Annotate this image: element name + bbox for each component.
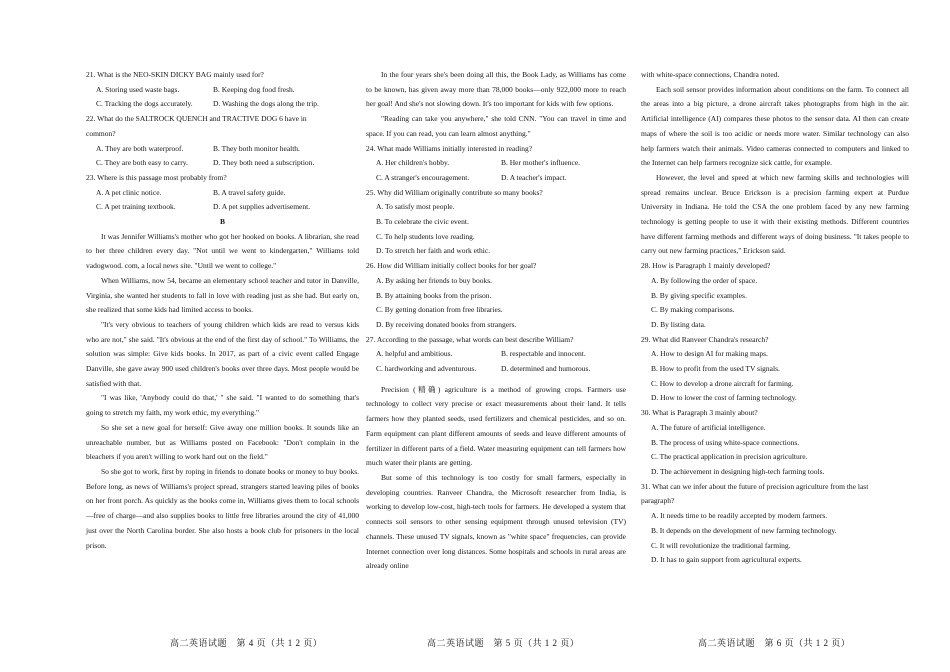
q24-stem: 24. What made Williams initially interested in reading? [366, 143, 533, 153]
q31-option-a: A. It needs time to be readily accepted by modern farmers. [651, 511, 828, 521]
passage-b-paragraph: When Williams, now 54, became an elementary school teacher and tutor in Danville, Virginia, she wanted her students to fall in love with reading just as she had. But early on, she realized that some kids had limited access to books. [86, 275, 359, 315]
q28-option-b: B. By giving specific examples. [651, 290, 747, 300]
passage-c-paragraph: Precision (精确) agriculture is a method of growing crops. Farmers use technology to collect very precise or exact measurements about their land. It tells farmers how they planted seeds, used fertilizers and chemical pesticides, and so on. Farm equipment can plant different amounts of seeds and leave different amounts of fertilizer in different parts of a field. Water measuring equipment can tell farmers how much water their plants are getting. [366, 384, 626, 468]
page-footer-6: 高二英语试题 第 6 页（共 1 2 页） [698, 638, 851, 648]
passage-c-paragraph: Each soil sensor provides information about conditions on the farm. To connect all the areas into a big picture, a drone aircraft takes photographs from high in the air. Artificial intelligence (AI) compares these photos to the sensor data. AI then can create maps of where the soil is too acidic or needs more water. Similar technology can also help farmers watch their animals. Video cameras connected to computers and linked to the Internet can help farmers recognize sick cattle, for example. [641, 84, 909, 168]
q28-option-a: A. By following the order of space. [651, 275, 758, 285]
passage-b-paragraph: So she set a new goal for herself: Give away one million books. It sounds like an unreachable number, but as Williams posted on Facebook: "Don't complain in the bleachers if you aren't willing to work hard out on the field." [86, 422, 359, 462]
q24-option-c: C. A stranger's encouragement. [376, 172, 470, 182]
q24-option-d: D. A teacher's impact. [501, 172, 567, 182]
q31-option-b: B. It depends on the development of new farming technology. [651, 525, 837, 535]
q27-option-b: B. respectable and innocent. [501, 349, 586, 359]
q23-option-a: A. A pet clinic notice. [96, 187, 162, 197]
q28-stem: 28. How is Paragraph 1 mainly developed? [641, 261, 771, 271]
q29-option-b: B. How to profit from the used TV signals. [651, 364, 780, 374]
q23-option-b: B. A travel safety guide. [213, 187, 286, 197]
q21-option-b: B. Keeping dog food fresh. [213, 84, 295, 94]
q27-option-a: A. helpful and ambitious. [376, 349, 453, 359]
passage-c-paragraph: However, the level and speed at which new farming skills and technologies will spread remains unclear. Bruce Erickson is a precision farming expert at Purdue University in Indiana. He told the CSA the one problem faced by any new farming technology is getting people to use it with their existing methods. Different countries have different farming methods and different ways of doing business. "It takes people to carry out new farming practices," Erickson said. [641, 172, 909, 256]
q27-options-ab [366, 347, 626, 362]
q28-option-d: D. By listing data. [651, 319, 706, 329]
q21-option-c: C. Tracking the dogs accurately. [96, 99, 193, 109]
page-5-column [366, 68, 626, 574]
passage-b-paragraph: "Reading can take you anywhere," she told CNN. "You can travel in time and space. If you can read, you can learn almost anything." [366, 114, 626, 138]
q27-stem: 27. According to the passage, what words can best describe William? [366, 334, 574, 344]
passage-c-paragraph: But some of this technology is too costly for small farmers, especially in developing countries. Ranveer Chandra, the Microsoft researcher from India, is working to develop low-cost, high-tech tools for farmers. He developed a system that connects soil sensors to other sensing equipment through unused television (TV) channels. These unused TV signals, known as "white space" frequencies, can provide Internet connection over long distances. Some hospitals and schools in rural areas are already online [366, 472, 626, 571]
q27-option-d: D. determined and humorous. [501, 364, 591, 374]
q22-options-ab [86, 142, 359, 157]
q27-options-cd [366, 362, 626, 377]
passage-b-paragraph: It was Jennifer Williams's mother who got her hooked on books. A librarian, she read to her three children every day. "Not until we went to kindergarten," Williams told vadogwood. com, a local news site. "Until we went to college." [86, 231, 359, 271]
q23-stem: 23. Where is this passage most probably from? [86, 172, 227, 182]
q23-options-cd [86, 200, 359, 215]
q22-stem-cont: common? [86, 128, 116, 138]
q25-stem: 25. Why did William originally contribute so many books? [366, 187, 543, 197]
q31-stem-cont: paragraph? [641, 496, 675, 506]
q30-stem: 30. What is Paragraph 3 mainly about? [641, 408, 758, 418]
q21-option-a: A. Storing used waste bags. [96, 84, 180, 94]
q31-option-c: C. It will revolutionize the traditional farming. [651, 540, 791, 550]
page-footer-4: 高二英语试题 第 4 页（共 1 2 页） [170, 638, 323, 648]
q25-option-c: C. To help students love reading. [376, 231, 475, 241]
q30-option-a: A. The future of artificial intelligence. [651, 422, 766, 432]
q22-option-c: C. They are both easy to carry. [96, 158, 188, 168]
q26-option-a: A. By asking her friends to buy books. [376, 275, 493, 285]
passage-b-paragraph: "I was like, 'Anybody could do that,' " she said. "I wanted to do something that's going to stretch my faith, my work ethic, my everything." [86, 393, 359, 418]
q30-option-b: B. The process of using white-space connections. [651, 437, 800, 447]
q22-option-a: A. They are both waterproof. [96, 143, 184, 153]
passage-b-paragraph: So she got to work, first by roping in friends to donate books or money to buy books. Before long, as news of Williams's project spread, strangers started leaving piles of books on her front porch. As quickly as the books come in, Williams gives them to local schools—free of charge—and also supplies books to little free libraries around the city of 41,000 just over the North Carolina border. She also hosts a book club for prisoners in the local prison. [86, 466, 359, 550]
q29-option-a: A. How to design AI for making maps. [651, 349, 768, 359]
q29-stem: 29. What did Ranveer Chandra's research? [641, 334, 769, 344]
q29-option-c: C. How to develop a drone aircraft for farming. [651, 378, 794, 388]
q24-options-cd [366, 171, 626, 186]
page-6-column [641, 68, 909, 568]
q21-option-d: D. Washing the dogs along the trip. [213, 99, 319, 109]
q23-option-d: D. A pet supplies advertisement. [213, 202, 311, 212]
q22-options-cd [86, 156, 359, 171]
q26-stem: 26. How did William initially collect books for her goal? [366, 261, 537, 271]
q24-option-b: B. Her mother's influence. [501, 158, 581, 168]
q29-option-d: D. How to lower the cost of farming technology. [651, 393, 797, 403]
q30-option-c: C. The practical application in precision agriculture. [651, 452, 808, 462]
q26-option-c: C. By getting donation from free libraries. [376, 305, 503, 315]
q26-option-b: B. By attaining books from the prison. [376, 290, 492, 300]
q25-option-d: D. To stretch her faith and work ethic. [376, 246, 491, 256]
q28-option-c: C. By making comparisons. [651, 305, 735, 315]
q31-stem: 31. What can we infer about the future of precision agriculture from the last [641, 481, 869, 491]
q21-stem: 21. What is the NEO-SKIN DICKY BAG mainly used for? [86, 70, 264, 79]
q31-option-d: D. It has to gain support from agricultural experts. [651, 555, 802, 565]
section-b-heading: B [219, 217, 225, 227]
q23-options-ab [86, 186, 359, 201]
page-4-column [86, 68, 359, 553]
passage-b-paragraph: "It's very obvious to teachers of young children which kids are read to versus kids who are not," she said. "It's obvious at the end of the first day of school." To Williams, the solution was simple: Give kids books. In 2017, as part of a civic event called Engage Danville, she gave away 900 used children's books over three days. Most people would be satisfied with that. [86, 319, 359, 388]
q25-option-b: B. To celebrate the civic event. [376, 217, 469, 227]
passage-c-continuation: with white-space connections, Chandra noted. [641, 70, 780, 79]
passage-b-paragraph: In the four years she's been doing all this, the Book Lady, as Williams has come to be known, has given away more than 78,000 books—only 922,000 more to reach her goal! And she's not slowing down. It's too important for kids with few options. [366, 70, 626, 109]
q27-option-c: C. hardworking and adventurous. [376, 364, 477, 374]
page-footer-5: 高二英语试题 第 5 页（共 1 2 页） [427, 638, 580, 648]
q22-stem: 22. What do the SALTROCK QUENCH and TRACTIVE DOG 6 have in [86, 114, 307, 124]
q26-option-d: D. By receiving donated books from strangers. [376, 319, 517, 329]
q22-option-b: B. They both monitor health. [213, 143, 300, 153]
q22-option-d: D. They both need a subscription. [213, 158, 315, 168]
q24-options-ab [366, 156, 626, 171]
q23-option-c: C. A pet training textbook. [96, 202, 176, 212]
q21-options-ab [86, 83, 359, 98]
q24-option-a: A. Her children's hobby. [376, 158, 450, 168]
q21-options-cd [86, 97, 359, 112]
q25-option-a: A. To satisfy most people. [376, 202, 455, 212]
q30-option-d: D. The achievement in designing high-tech farming tools. [651, 466, 825, 476]
